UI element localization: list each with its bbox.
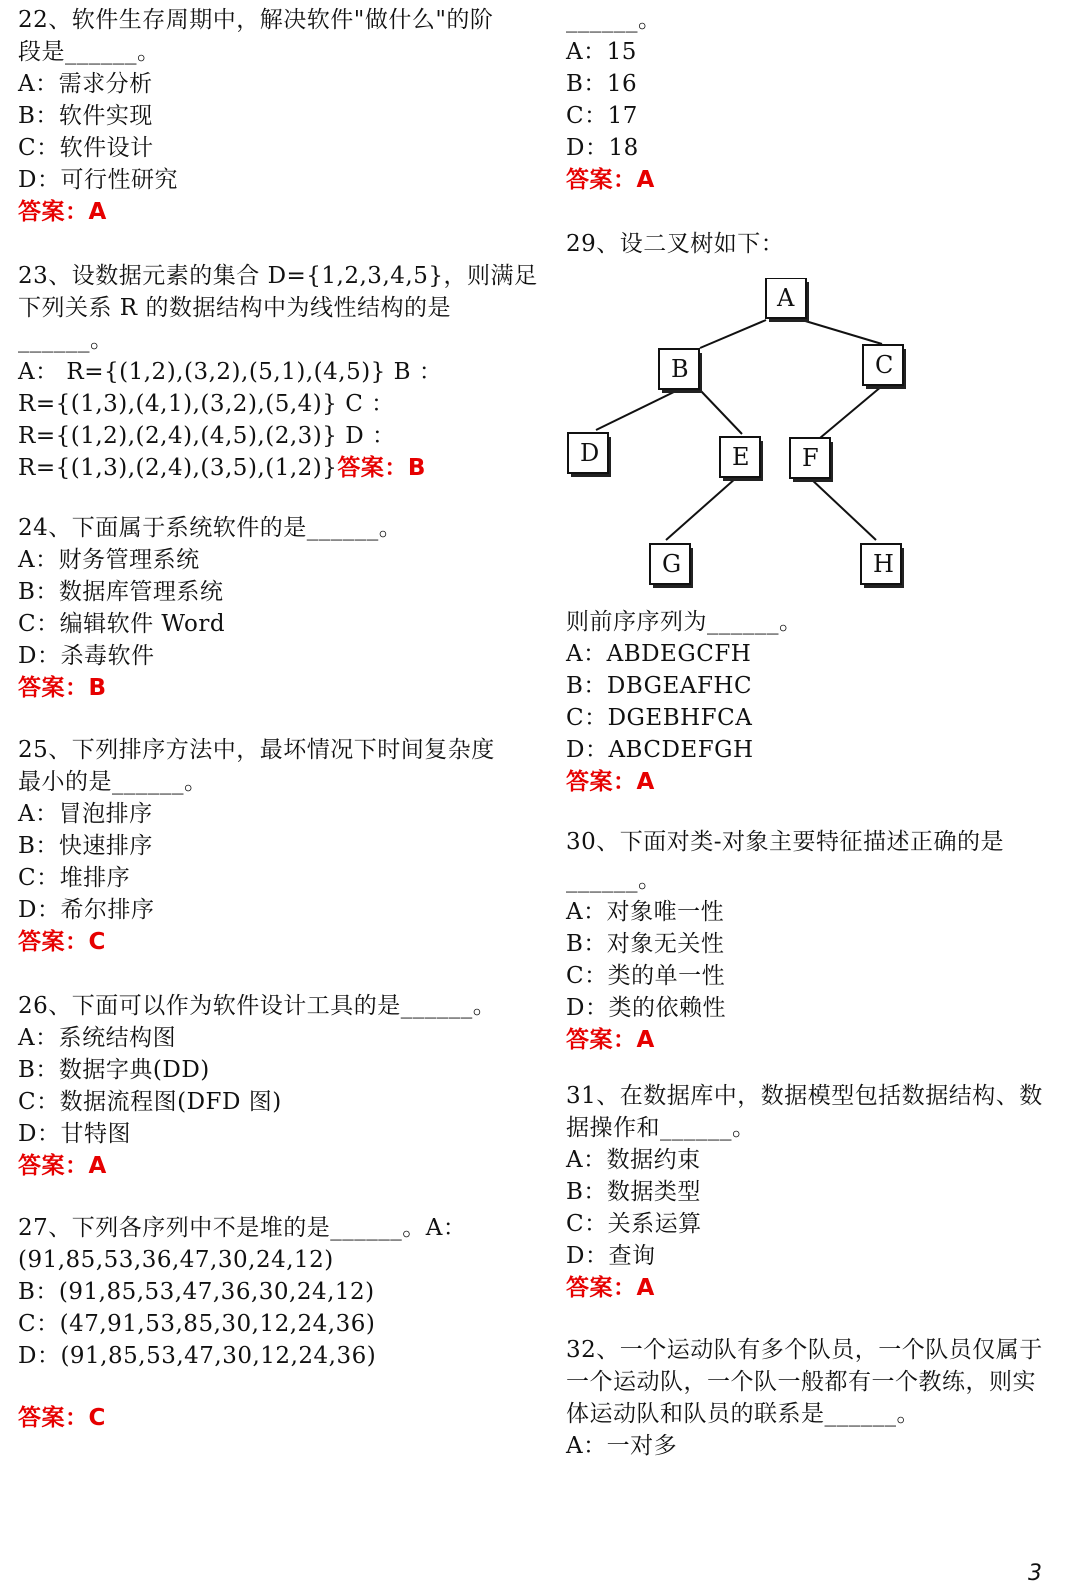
question-31-line-2: 据操作和______。 [566, 1115, 756, 1141]
question-29 [566, 228, 1066, 260]
tree-node-a-label: A [777, 284, 795, 312]
edge-A-C [802, 320, 882, 344]
question-25-option-c: C：堆排序 [18, 865, 131, 891]
question-26-option-d: D：甘特图 [18, 1121, 131, 1147]
tree-node-g [650, 544, 693, 588]
question-26-option-b: B：数据字典(DD) [18, 1057, 210, 1083]
question-29-option-b: B：DBGEAFHC [566, 673, 753, 699]
question-25-line-2: 最小的是______。 [18, 769, 208, 795]
tree-node-d [568, 433, 611, 477]
question-29-options [566, 606, 1066, 798]
question-31 [566, 1080, 1066, 1304]
question-29-option-d: D：ABCDEFGH [566, 737, 754, 763]
question-22-option-d: D：可行性研究 [18, 167, 178, 193]
question-28-answer: 答案：A [566, 167, 655, 193]
question-28-option-a: A：15 [566, 39, 637, 65]
question-31-option-d: D：查询 [566, 1243, 656, 1269]
question-29-answer: 答案：A [566, 769, 655, 795]
tree-node-c-label: C [875, 351, 894, 379]
question-26-answer: 答案：A [18, 1153, 107, 1179]
question-30-option-d: D：类的依赖性 [566, 995, 726, 1021]
question-27 [18, 1212, 518, 1434]
question-28-option-b: B：16 [566, 71, 638, 97]
question-24-line-1: 24、下面属于系统软件的是______。 [18, 515, 403, 541]
question-22-line-1: 22、软件生存周期中，解决软件"做什么"的阶 [18, 7, 494, 33]
question-23-line-2: 下列关系 R 的数据结构中为线性结构的是 [18, 295, 451, 321]
question-31-option-b: B：数据类型 [566, 1179, 701, 1205]
edge-A-B [700, 320, 766, 348]
question-25 [18, 734, 518, 958]
question-30-option-b: B：对象无关性 [566, 931, 725, 957]
question-25-answer: 答案：C [18, 929, 106, 955]
question-24-option-c: C：编辑软件 Word [18, 611, 226, 637]
question-25-option-d: D：希尔排序 [18, 897, 155, 923]
question-26-option-c: C：数据流程图(DFD 图) [18, 1089, 282, 1115]
tree-node-e [720, 437, 763, 481]
binary-tree-diagram [566, 278, 1046, 618]
question-30-line-2: ______。 [566, 867, 662, 893]
edge-B-D [596, 390, 678, 430]
question-32-line-2: 一个运动队，一个队一般都有一个教练，则实 [566, 1369, 1036, 1395]
question-32 [566, 1334, 1066, 1462]
question-28-line-1: ______。 [566, 7, 662, 33]
tree-node-e-label: E [732, 443, 750, 471]
question-30-option-c: C：类的单一性 [566, 963, 726, 989]
question-23 [18, 260, 538, 484]
tree-edges [596, 320, 882, 540]
question-23-line-1: 23、设数据元素的集合 D={1,2,3,4,5}，则满足 [18, 263, 538, 289]
question-30-line-1: 30、下面对类-对象主要特征描述正确的是 [566, 829, 1005, 855]
tree-node-f [790, 438, 833, 482]
question-24-option-d: D：杀毒软件 [18, 643, 155, 669]
question-27-line-1: 27、下列各序列中不是堆的是______。A： [18, 1215, 467, 1241]
question-30 [566, 826, 1066, 1056]
question-28-option-c: C：17 [566, 103, 638, 129]
question-24 [18, 512, 518, 704]
page-number: 3 [1028, 1561, 1042, 1586]
question-29-option-a: A：ABDEGCFH [566, 641, 752, 667]
edge-C-F [820, 386, 882, 438]
question-31-option-a: A：数据约束 [566, 1147, 701, 1173]
question-32-line-3: 体运动队和队员的联系是______。 [566, 1401, 920, 1427]
question-30-answer: 答案：A [566, 1027, 655, 1053]
question-24-option-b: B：数据库管理系统 [18, 579, 224, 605]
edge-E-G [666, 478, 736, 540]
question-23-option-d-text: R={(1,3),(2,4),(3,5),(1,2)} [18, 455, 338, 481]
question-26-option-a: A：系统结构图 [18, 1025, 177, 1051]
question-23-line-6: R={(1,2),(2,4),(4,5),(2,3)} D ： [18, 423, 396, 449]
edge-B-E [700, 390, 742, 434]
question-26 [18, 990, 518, 1182]
question-29-line-1: 29、设二叉树如下： [566, 231, 785, 257]
question-28 [566, 4, 1066, 196]
question-23-answer: 答案：B [337, 455, 426, 481]
question-25-option-a: A：冒泡排序 [18, 801, 153, 827]
tree-node-g-label: G [662, 550, 682, 578]
question-30-option-a: A：对象唯一性 [566, 899, 725, 925]
question-32-line-1: 32、一个运动队有多个队员，一个队员仅属于 [566, 1337, 1043, 1363]
question-22-option-c: C：软件设计 [18, 135, 154, 161]
question-26-line-1: 26、下面可以作为软件设计工具的是______。 [18, 993, 497, 1019]
question-23-line-4: A： R={(1,2),(3,2),(5,1),(4,5)} B ： [18, 359, 443, 385]
question-32-option-a: A：一对多 [566, 1433, 678, 1459]
question-27-line-2: (91,85,53,36,47,30,24,12) [18, 1247, 334, 1273]
question-31-line-1: 31、在数据库中，数据模型包括数据结构、数 [566, 1083, 1043, 1109]
question-22-option-a: A：需求分析 [18, 71, 153, 97]
question-25-line-1: 25、下列排序方法中，最坏情况下时间复杂度 [18, 737, 495, 763]
question-24-option-a: A：财务管理系统 [18, 547, 200, 573]
edge-F-H [810, 478, 876, 540]
tree-node-c [863, 345, 906, 389]
question-27-option-b: B：(91,85,53,47,36,30,24,12) [18, 1279, 375, 1305]
question-23-line-5: R={(1,3),(4,1),(3,2),(5,4)} C ： [18, 391, 395, 417]
question-22 [18, 4, 518, 228]
question-25-option-b: B：快速排序 [18, 833, 153, 859]
tree-node-b-label: B [671, 355, 689, 383]
question-28-option-d: D：18 [566, 135, 639, 161]
question-29-prompt: 则前序序列为______。 [566, 609, 803, 635]
question-22-line-2: 段是______。 [18, 39, 161, 65]
tree-node-b [659, 349, 702, 393]
question-27-option-d: D：(91,85,53,47,30,12,24,36) [18, 1343, 377, 1369]
question-23-line-3: ______。 [18, 327, 114, 353]
tree-node-f-label: F [802, 444, 819, 472]
tree-node-a [766, 278, 809, 322]
tree-node-h-label: H [873, 550, 894, 578]
question-22-option-b: B：软件实现 [18, 103, 153, 129]
tree-node-d-label: D [580, 439, 600, 467]
question-22-answer: 答案：A [18, 199, 107, 225]
question-29-option-c: C：DGEBHFCA [566, 705, 753, 731]
question-27-option-c: C：(47,91,53,85,30,12,24,36) [18, 1311, 376, 1337]
spacer [18, 1372, 518, 1402]
question-31-answer: 答案：A [566, 1275, 655, 1301]
question-27-answer: 答案：C [18, 1405, 106, 1431]
question-31-option-c: C：关系运算 [566, 1211, 702, 1237]
tree-node-h [861, 544, 904, 588]
question-24-answer: 答案：B [18, 675, 107, 701]
question-23-line-7 [18, 452, 518, 484]
